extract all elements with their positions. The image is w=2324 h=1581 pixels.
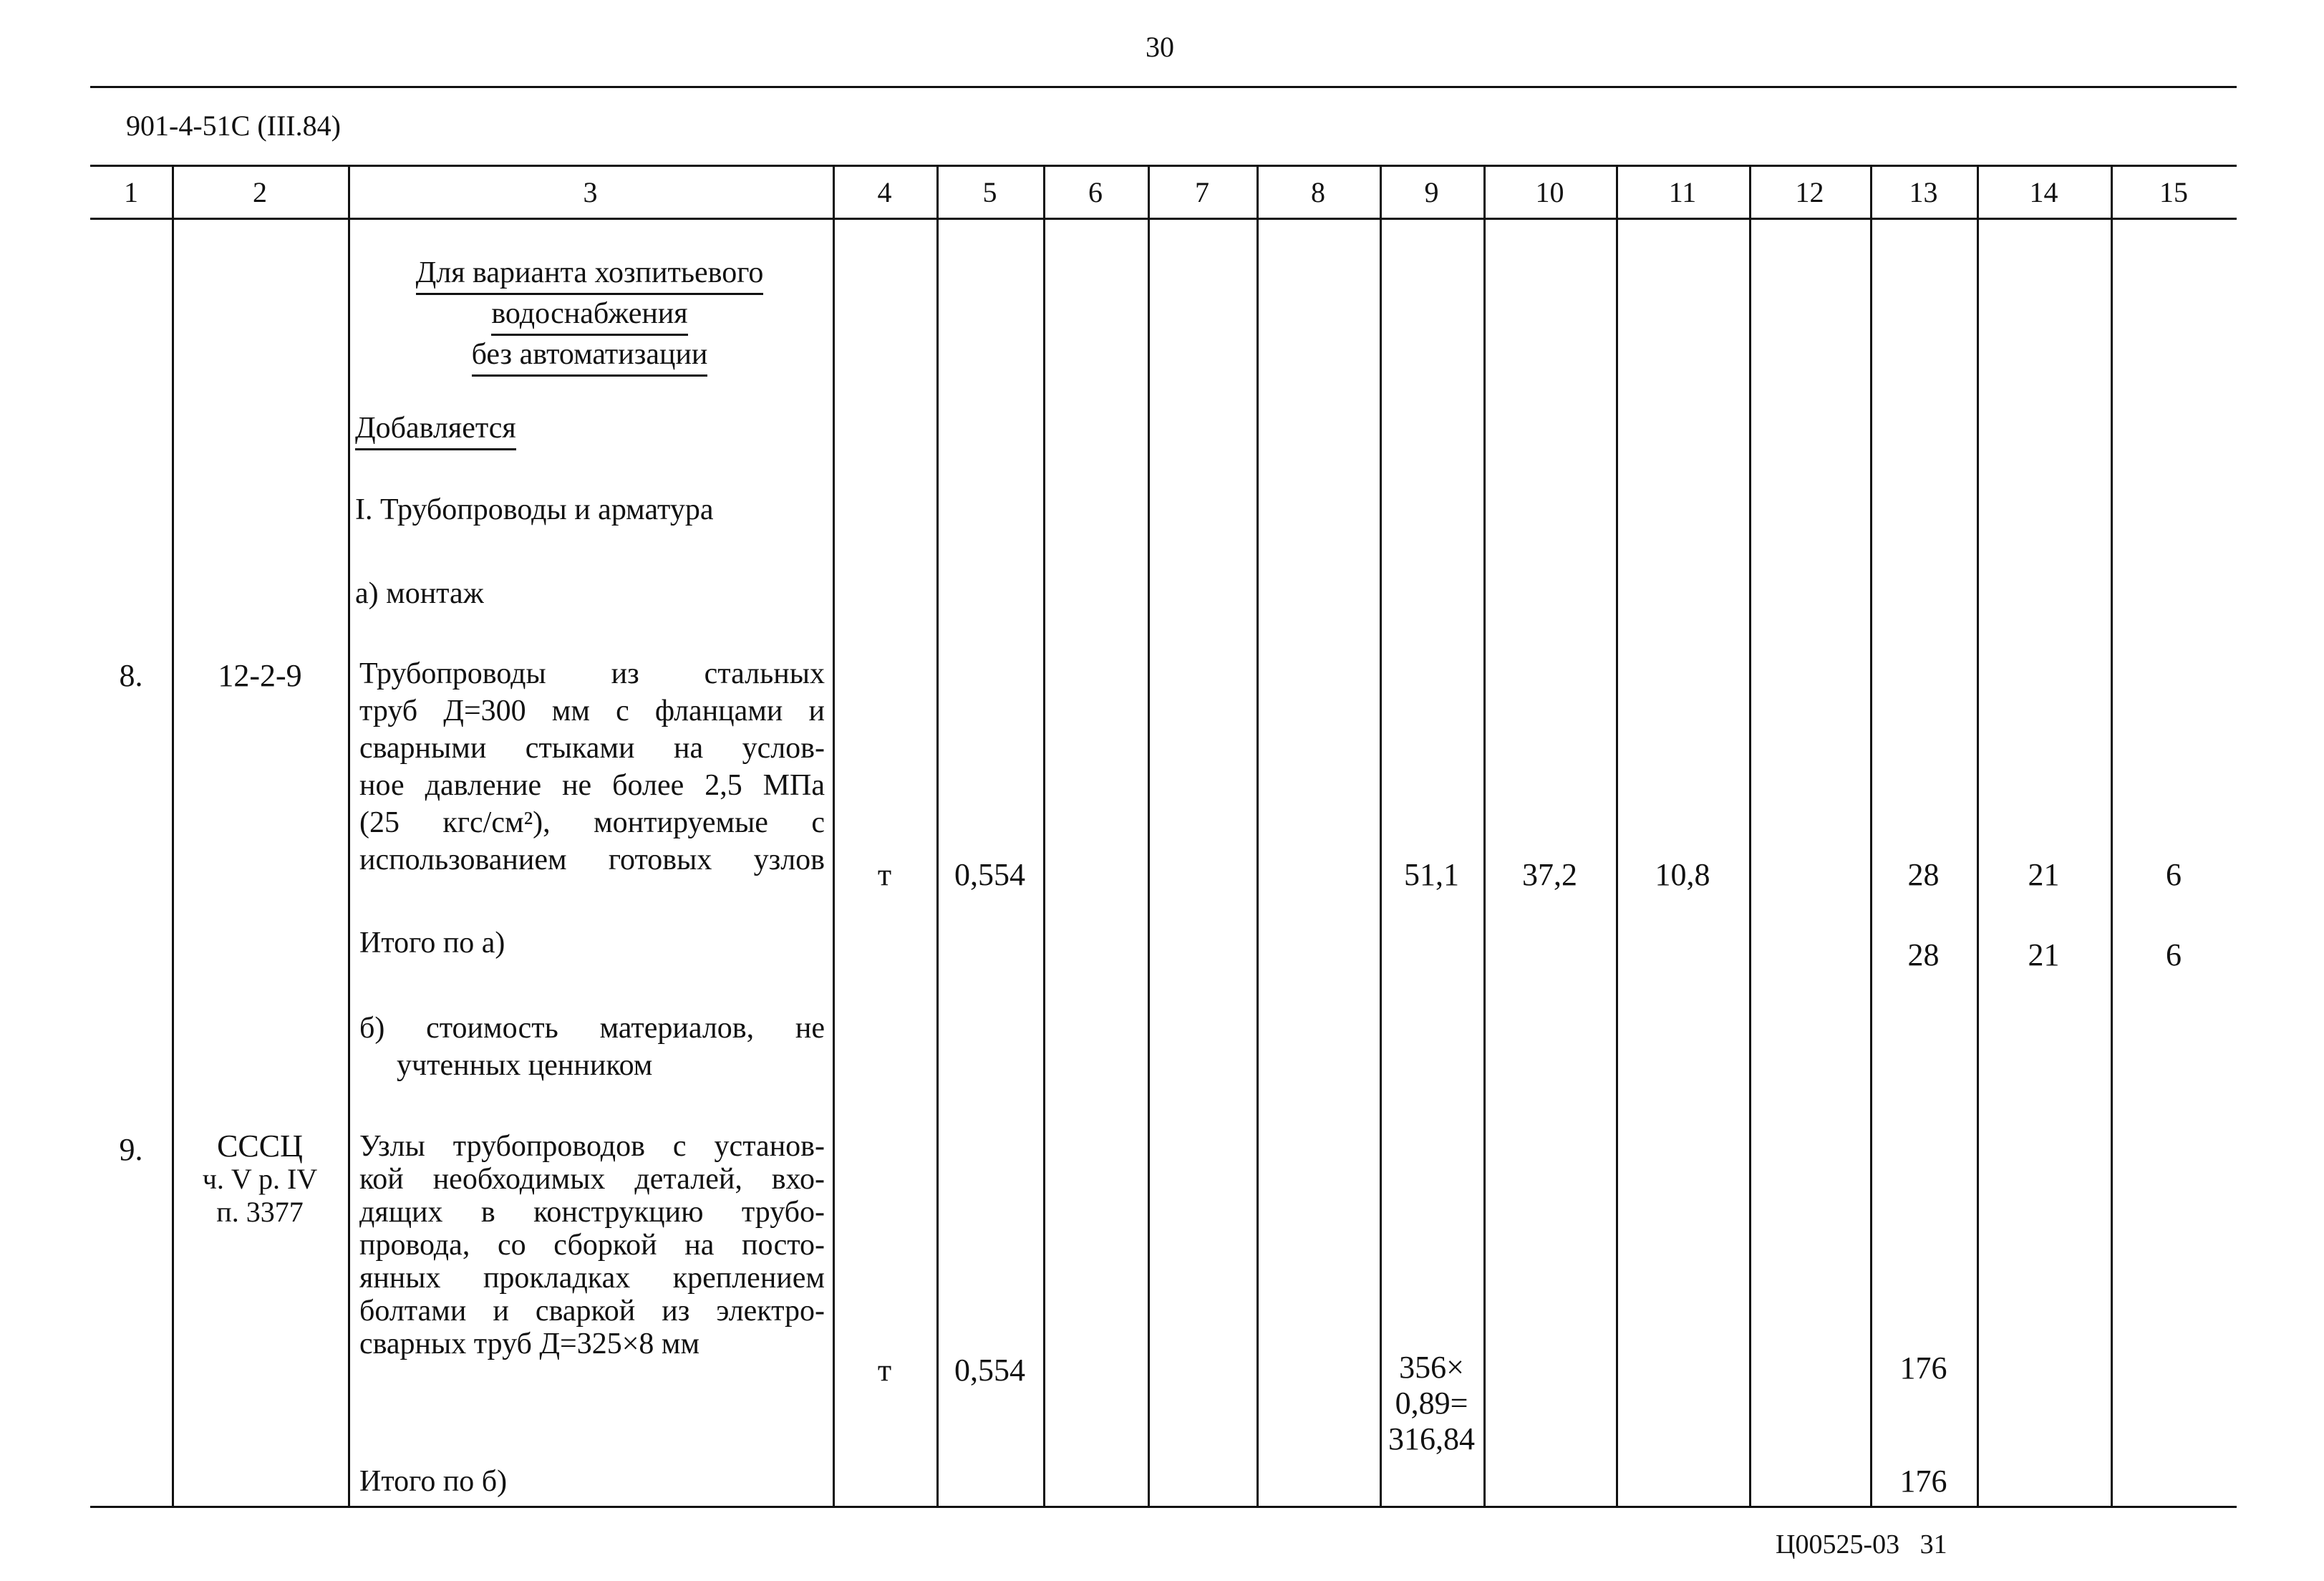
description-line: болтами и сваркой из электро- <box>359 1295 825 1328</box>
column-header-10: 10 <box>1535 176 1564 208</box>
description-line: Трубопроводы из стальных <box>359 657 825 690</box>
page-number: 30 <box>1146 31 1174 63</box>
subsection-a-title: а) монтаж <box>355 577 484 610</box>
section-heading-line: Для варианта хозпитьевого <box>416 254 764 295</box>
subsection-b-line: б) стоимость материалов, не <box>359 1012 825 1045</box>
column-header-7: 7 <box>1195 176 1209 208</box>
description-line: провода, со сборкой на посто- <box>359 1229 825 1262</box>
column-header-11: 11 <box>1668 176 1697 208</box>
description-line: (25 кгс/см²), монтируемые с <box>359 806 825 839</box>
row-8-col9: 51,1 <box>1404 857 1459 892</box>
column-divider <box>1043 165 1045 1507</box>
column-divider <box>1380 165 1382 1507</box>
row-9-code-line: СССЦ <box>217 1128 303 1164</box>
row-9-description <box>359 1130 825 1360</box>
description-line: дящих в конструкцию трубо- <box>359 1196 825 1229</box>
column-divider <box>1616 165 1618 1507</box>
table-top-border <box>90 165 2237 167</box>
column-header-6: 6 <box>1088 176 1103 208</box>
row-8-unit: т <box>877 857 892 892</box>
subsection-b-line: учтенных ценником <box>397 1049 653 1082</box>
row-9-col9-line: 356× <box>1399 1350 1464 1385</box>
total-b-col13: 176 <box>1899 1464 1947 1499</box>
description-line: сварными стыками на услов- <box>359 732 825 765</box>
description-line: янных прокладках креплением <box>359 1262 825 1295</box>
row-9-col9 <box>1380 1350 1483 1457</box>
row-8-number: 8. <box>119 658 143 693</box>
subsection-b-title <box>359 1010 825 1084</box>
description-line: использованием готовых узлов <box>359 843 825 876</box>
total-a-col13: 28 <box>1907 937 1940 972</box>
row-8-description <box>359 655 825 879</box>
section-heading-line: без автоматизации <box>472 336 708 377</box>
column-header-2: 2 <box>253 176 267 208</box>
column-header-15: 15 <box>2159 176 2188 208</box>
header-bottom-border <box>90 218 2237 220</box>
row-9-col9-line: 0,89= <box>1395 1386 1468 1421</box>
row-9-quantity: 0,554 <box>954 1353 1025 1388</box>
column-divider <box>1977 165 1979 1507</box>
section-heading-line: водоснабжения <box>491 295 687 336</box>
row-8-col10: 37,2 <box>1522 857 1577 892</box>
description-line: труб Д=300 мм с фланцами и <box>359 695 825 727</box>
column-divider <box>936 165 939 1507</box>
row-8-col13: 28 <box>1907 857 1940 892</box>
column-divider <box>348 165 350 1507</box>
description-line: кой необходимых деталей, вхо- <box>359 1163 825 1196</box>
section-heading <box>355 254 824 377</box>
column-divider <box>1749 165 1751 1507</box>
column-divider <box>172 165 174 1507</box>
row-8-col11: 10,8 <box>1655 857 1710 892</box>
row-9-col9-line: 316,84 <box>1388 1421 1475 1456</box>
column-header-5: 5 <box>982 176 997 208</box>
row-9-code-line: п. 3377 <box>216 1196 304 1228</box>
column-header-12: 12 <box>1795 176 1824 208</box>
total-a-label: Итого по а) <box>359 927 505 959</box>
row-8-quantity: 0,554 <box>954 857 1025 892</box>
column-header-1: 1 <box>124 176 138 208</box>
column-header-9: 9 <box>1424 176 1439 208</box>
part-1-title: I. Трубопроводы и арматура <box>355 493 714 526</box>
added-label: Добавляется <box>355 410 516 450</box>
column-divider <box>2111 165 2113 1507</box>
description-line: сварных труб Д=325×8 мм <box>359 1328 700 1360</box>
row-9-code <box>172 1130 348 1229</box>
description-line: Узлы трубопроводов с установ- <box>359 1130 825 1163</box>
total-b-label: Итого по б) <box>359 1465 508 1498</box>
row-8-col14: 21 <box>2028 857 2060 892</box>
row-9-code-line: ч. V р. IV <box>202 1163 318 1195</box>
top-rule <box>90 86 2237 88</box>
column-header-13: 13 <box>1909 176 1938 208</box>
column-divider <box>833 165 835 1507</box>
column-header-14: 14 <box>2029 176 2058 208</box>
document-code: 901-4-51С (III.84) <box>126 110 341 142</box>
column-divider <box>1483 165 1486 1507</box>
description-line: ное давление не более 2,5 МПа <box>359 769 825 802</box>
total-a-col14: 21 <box>2028 937 2060 972</box>
column-divider <box>1870 165 1872 1507</box>
column-header-8: 8 <box>1311 176 1325 208</box>
column-divider <box>1257 165 1259 1507</box>
row-9-number: 9. <box>119 1132 143 1167</box>
row-8-code: 12-2-9 <box>218 658 302 693</box>
row-9-unit: т <box>877 1353 892 1388</box>
table-bottom-border <box>90 1506 2237 1508</box>
column-header-4: 4 <box>877 176 892 208</box>
row-9-col13: 176 <box>1899 1350 1947 1386</box>
row-8-col15: 6 <box>2166 857 2182 892</box>
column-header-3: 3 <box>583 176 598 208</box>
footer-code: Ц00525-03 31 <box>1776 1529 1947 1560</box>
column-divider <box>1148 165 1150 1507</box>
total-a-col15: 6 <box>2166 937 2182 972</box>
